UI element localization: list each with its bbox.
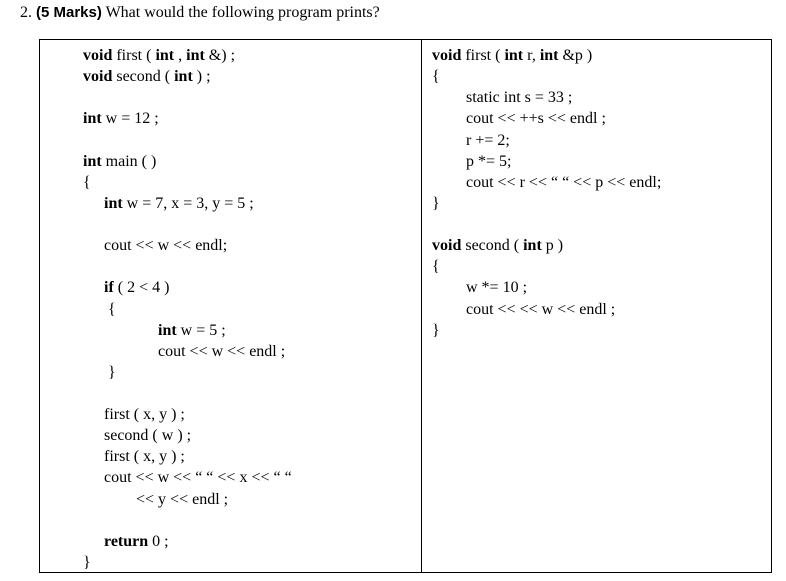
code-line: static int s = 33 ; [466,89,573,106]
code-line: { [432,258,440,275]
code-line: first ( x, y ) ; [104,448,185,465]
question-marks: (5 Marks) [36,4,102,21]
code-line: } [432,322,440,339]
code-line: int w = 12 ; [83,110,159,127]
code-line: return 0 ; [104,533,169,550]
code-line: { [83,174,91,191]
code-line: } [83,554,91,571]
code-line: cout << r << “ “ << p << endl; [466,174,662,191]
code-line: cout << << w << endl ; [466,301,616,318]
code-line: { [108,301,116,318]
code-line: { [432,68,440,85]
code-line: void second ( int ) ; [83,68,211,85]
code-line: cout << ++s << endl ; [466,110,606,127]
code-line: second ( w ) ; [104,427,192,444]
code-line: cout << w << endl ; [158,343,286,360]
code-line: } [432,195,440,212]
code-line: w *= 10 ; [466,279,528,296]
question-header [20,4,380,22]
code-line: p *= 5; [466,153,512,170]
code-line: } [108,364,116,381]
code-line: void first ( int , int &) ; [83,47,236,64]
code-table [39,39,772,573]
code-line: cout << w << endl; [104,237,228,254]
code-line: if ( 2 < 4 ) [104,279,170,296]
code-line: << y << endl ; [136,491,229,508]
code-line: r += 2; [466,132,510,149]
code-line: int w = 5 ; [158,322,226,339]
code-line: cout << w << “ “ << x << “ “ [104,469,292,486]
code-line: int w = 7, x = 3, y = 5 ; [104,195,254,212]
column-divider [421,40,422,572]
question-text: What would the following program prints? [105,4,380,21]
question-number: 2. [20,4,32,21]
code-line: void first ( int r, int &p ) [432,47,593,64]
code-line: int main ( ) [83,153,157,170]
code-line: first ( x, y ) ; [104,406,185,423]
code-line: void second ( int p ) [432,237,564,254]
